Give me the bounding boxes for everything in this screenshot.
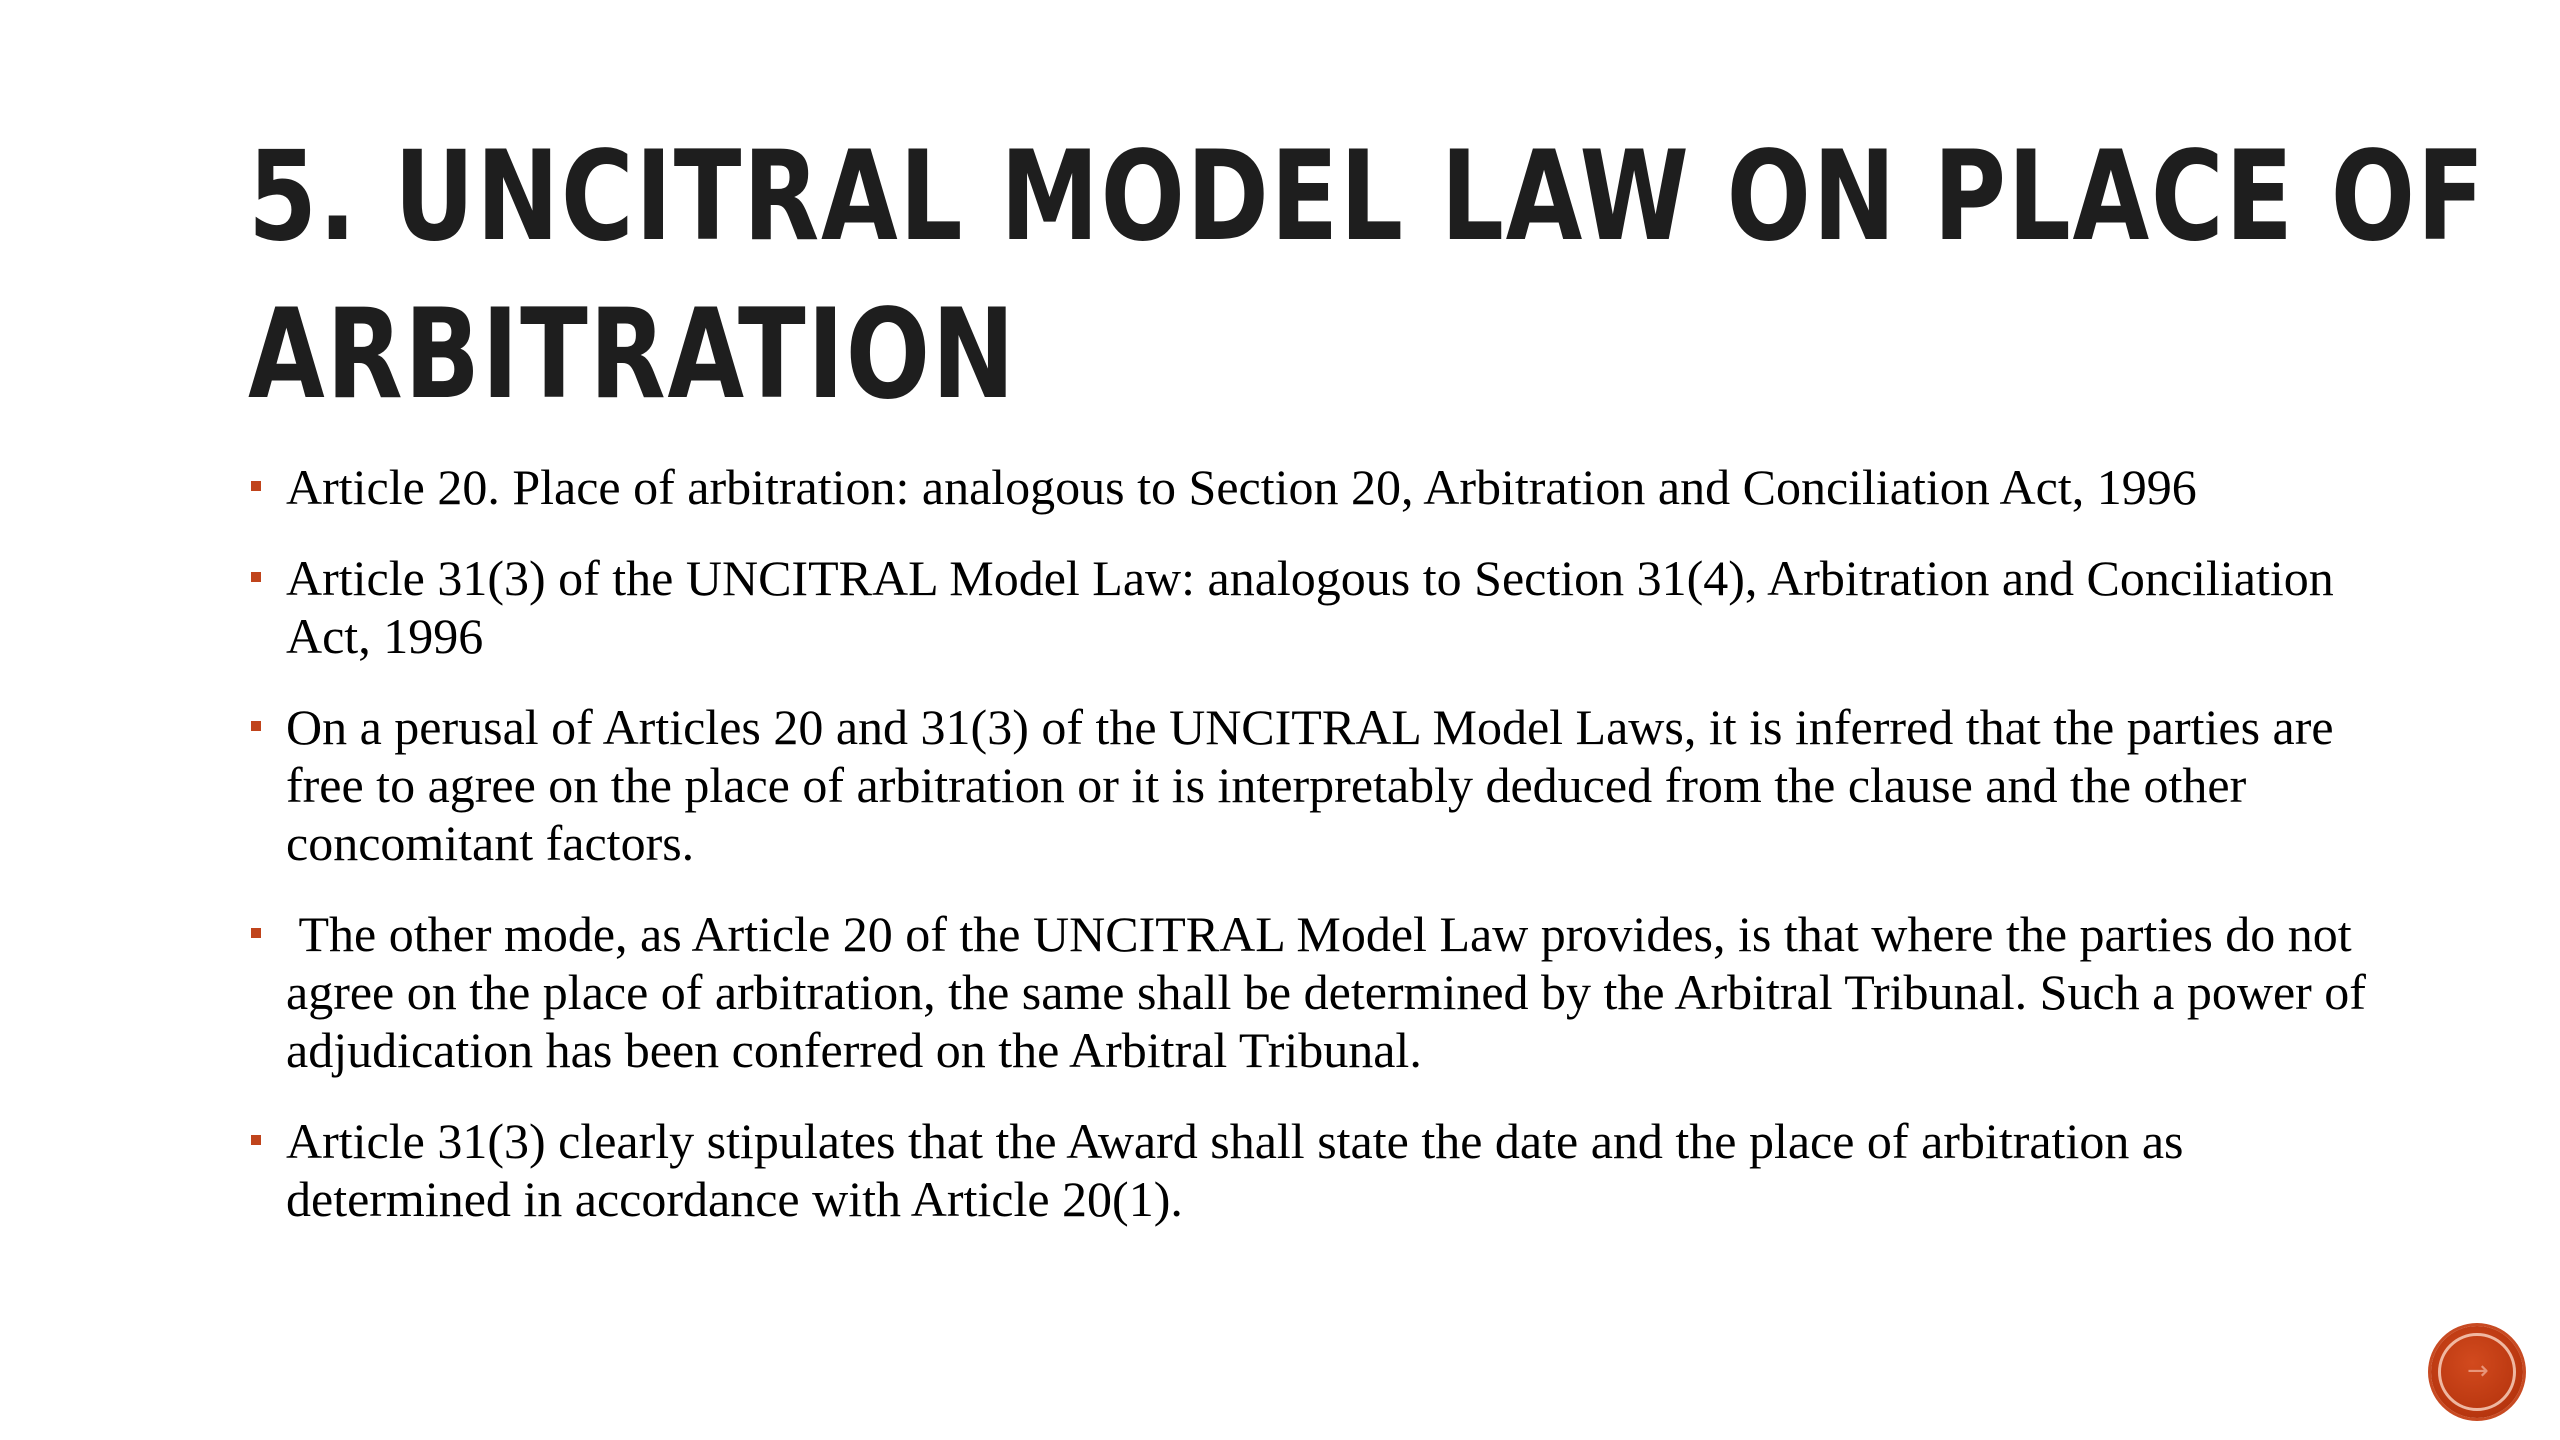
bullet-item bbox=[248, 458, 2368, 516]
bullet-item bbox=[248, 905, 2379, 1079]
slide-navigation-icon: → bbox=[2467, 1356, 2489, 1386]
slide-title-line-2: ARBITRATION bbox=[248, 283, 1017, 427]
slide-title-line-1: 5. UNCITRAL MODEL LAW ON PLACE OF bbox=[248, 125, 2487, 269]
bullet-list bbox=[248, 458, 2379, 1261]
bullet-item bbox=[248, 698, 2368, 872]
bullet-text: On a perusal of Articles 20 and 31(3) of the UNCITRAL Model Laws, it is inferred that the parties are free to agree on the place of arbitration or it is interpretably deduced from the clause and the other concomitant factors. bbox=[286, 699, 2334, 871]
slide-title bbox=[248, 118, 2487, 434]
slide-navigation-button[interactable] bbox=[2431, 1326, 2523, 1418]
bullet-square-icon bbox=[251, 481, 261, 491]
bullet-square-icon bbox=[251, 721, 261, 731]
bullet-item bbox=[248, 1112, 2368, 1228]
bullet-text: Article 20. Place of arbitration: analogous to Section 20, Arbitration and Conciliation Act, 1996 bbox=[286, 459, 2197, 515]
bullet-item bbox=[248, 549, 2368, 665]
bullet-square-icon bbox=[251, 1135, 261, 1145]
bullet-text: Article 31(3) clearly stipulates that the Award shall state the date and the place of arbitration as determined in accordance with Article 20(1). bbox=[286, 1113, 2184, 1227]
bullet-text: The other mode, as Article 20 of the UNCITRAL Model Law provides, is that where the parties do not agree on the place of arbitration, the same shall be determined by the Arbitral Tribunal. Such a power of adjudication has been conferred on the Arbitral Tribunal. bbox=[286, 906, 2379, 1078]
bullet-square-icon bbox=[251, 928, 261, 938]
bullet-square-icon bbox=[251, 572, 261, 582]
bullet-text: Article 31(3) of the UNCITRAL Model Law: analogous to Section 31(4), Arbitration and Conciliation Act, 1996 bbox=[286, 550, 2334, 664]
